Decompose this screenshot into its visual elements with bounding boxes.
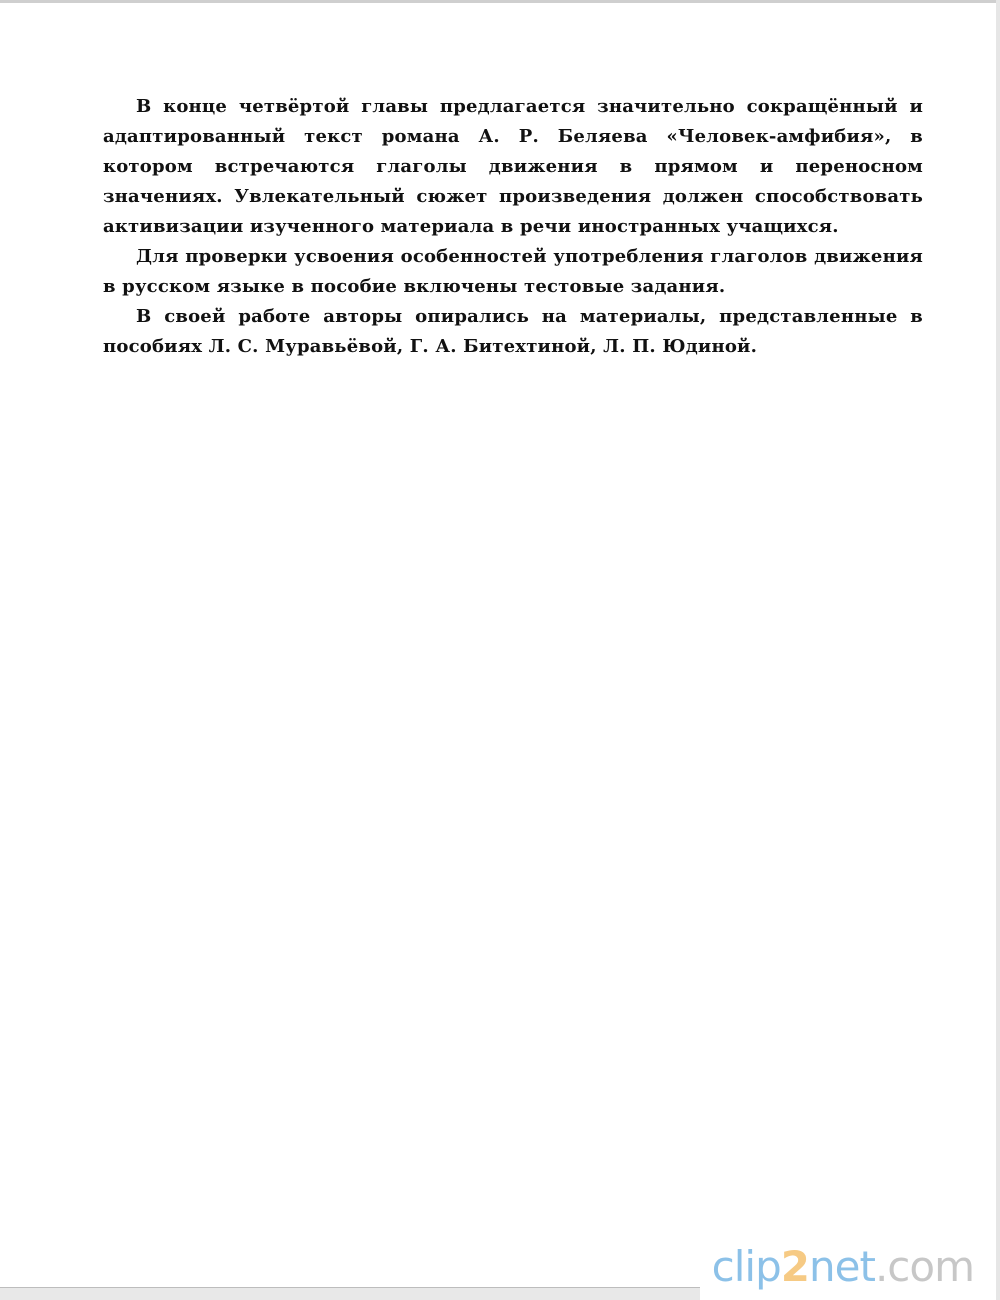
paragraph-3: В своей работе авторы опирались на материалы, представленные в пособиях Л. С. Муравьёвой, Г. А. Битехтиной, Л. П. Юдиной. [103, 306, 923, 357]
paragraph-2: Для проверки усвоения особенностей употребления глаголов движения в русском языке в пособие включены тестовые задания. [103, 246, 923, 297]
watermark-part-com: .com [874, 1242, 974, 1291]
paragraph-1: В конце четвёртой главы предлагается значительно сокращённый и адаптированный текст романа А. Р. Беляева «Человек-амфибия», в котором встречаются глаголы движения в прямом и переносном значениях. Увлекательный сюжет произведения должен способствовать активизации изученного материала в речи иностранных учащихся. [103, 96, 923, 237]
watermark-part-net: net [809, 1242, 875, 1291]
window-right-border [996, 0, 1000, 1300]
document-text [103, 92, 923, 362]
watermark-part-clip: clip [711, 1242, 781, 1291]
clip2net-watermark [711, 1242, 974, 1291]
horizontal-scrollbar[interactable] [0, 1287, 700, 1300]
window-top-border [0, 0, 1000, 3]
watermark-part-2: 2 [780, 1242, 809, 1291]
